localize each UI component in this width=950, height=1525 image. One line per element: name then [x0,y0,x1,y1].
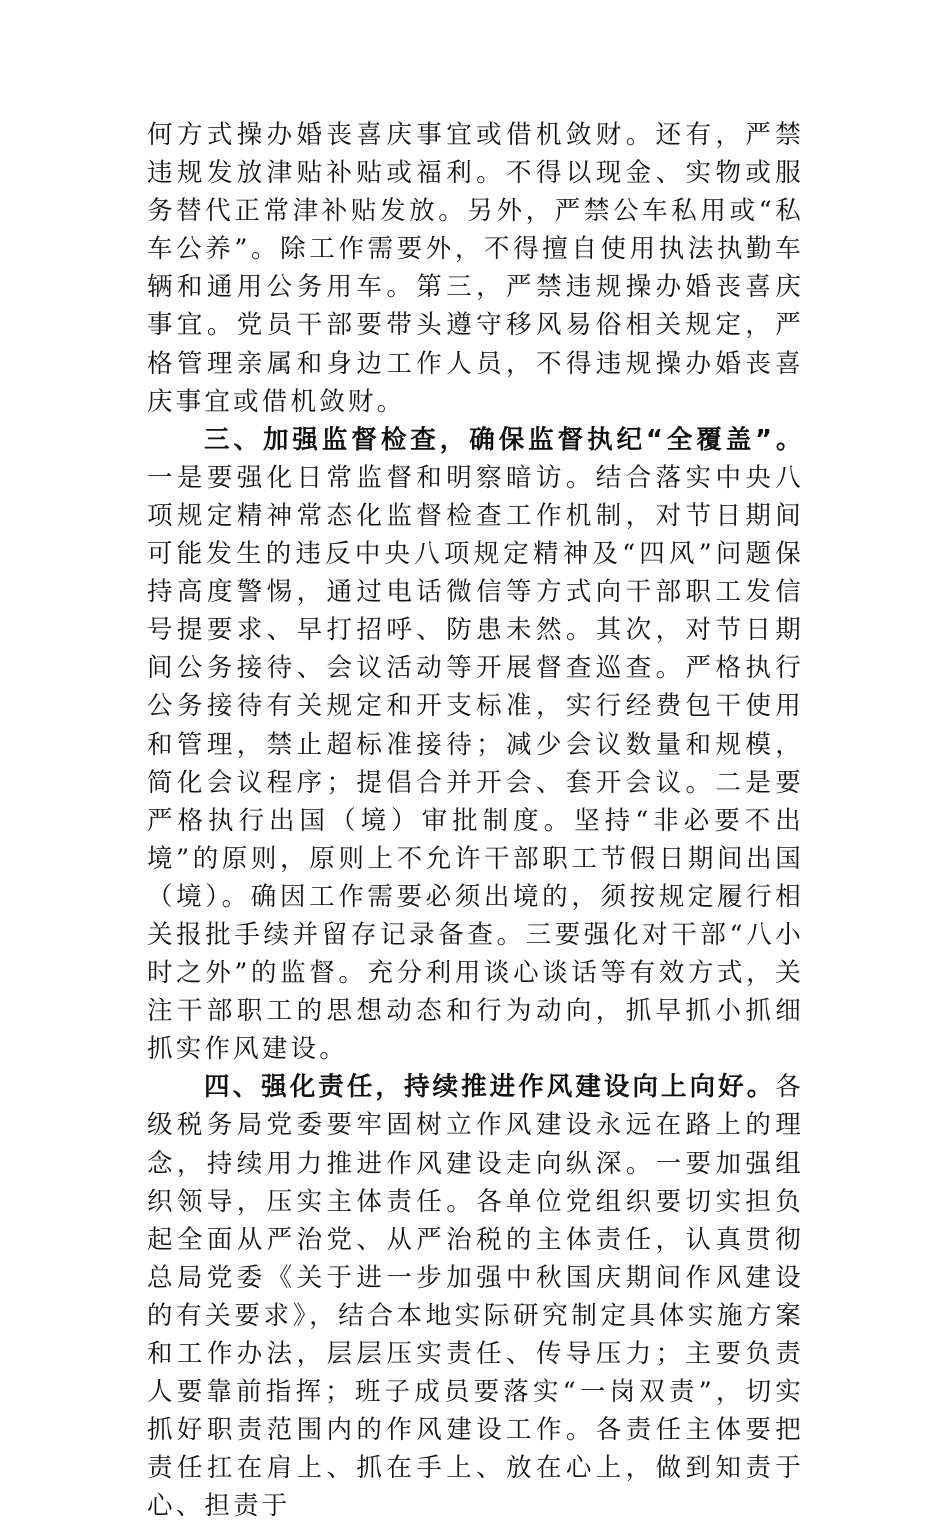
paragraph-body: 何方式操办婚丧喜庆事宜或借机敛财。还有，严禁违规发放津贴补贴或福利。不得以现金、实物或服务替代正常津补贴发放。另外，严禁公车私用或“私车公养”。除工作需要外，不得擅自使用执法执勤车辆和通用公务用车。第三，严禁违规操办婚丧喜庆事宜。党员干部要带头遵守移风易俗相关规定，严格管理亲属和身边工作人员，不得违规操办婚丧喜庆事宜或借机敛财。 [147,120,804,417]
paragraph-section-four [147,1068,804,1525]
section-heading-four: 四、强化责任，持续推进作风建设向上向好。 [204,1072,776,1103]
document-page [147,116,804,1525]
paragraph-body: 各级税务局党委要牢固树立作风建设永远在路上的理念，持续用力推进作风建设走向纵深。一要加强组织领导，压实主体责任。各单位党组织要切实担负起全面从严治党、从严治税的主体责任，认真贯彻总局党委《关于进一步加强中秋国庆期间作风建设的有关要求》，结合本地实际研究制定具体实施方案和工作办法，层层压实责任、传导压力；主要负责人要靠前指挥；班子成员要落实“一岗双责”，切实抓好职责范围内的作风建设工作。各责任主体要把责任扛在肩上、抓在手上、放在心上，做到知责于心、担责于 [147,1072,804,1522]
paragraph-body: 一是要强化日常监督和明察暗访。结合落实中央八项规定精神常态化监督检查工作机制，对节日期间可能发生的违反中央八项规定精神及“四风”问题保持高度警惕，通过电话微信等方式向干部职工发信号提要求、早打招呼、防患未然。其次，对节日期间公务接待、会议活动等开展督查巡查。严格执行公务接待有关规定和开支标准，实行经费包干使用和管理，禁止超标准接待；减少会议数量和规模，简化会议程序；提倡合并开会、套开会议。二是要严格执行出国（境）审批制度。坚持“非必要不出境”的原则，原则上不允许干部职工节假日期间出国（境）。确因工作需要必须出境的，须按规定履行相关报批手续并留存记录备查。三要强化对干部“八小时之外”的监督。充分利用谈心谈话等有效方式，关注干部职工的思想动态和行为动向，抓早抓小抓细抓实作风建设。 [147,462,804,1065]
paragraph-section-three [147,421,804,1069]
section-heading-three: 三、加强监督检查，确保监督执纪“全覆盖”。 [204,424,804,455]
paragraph-continuation [147,116,804,421]
